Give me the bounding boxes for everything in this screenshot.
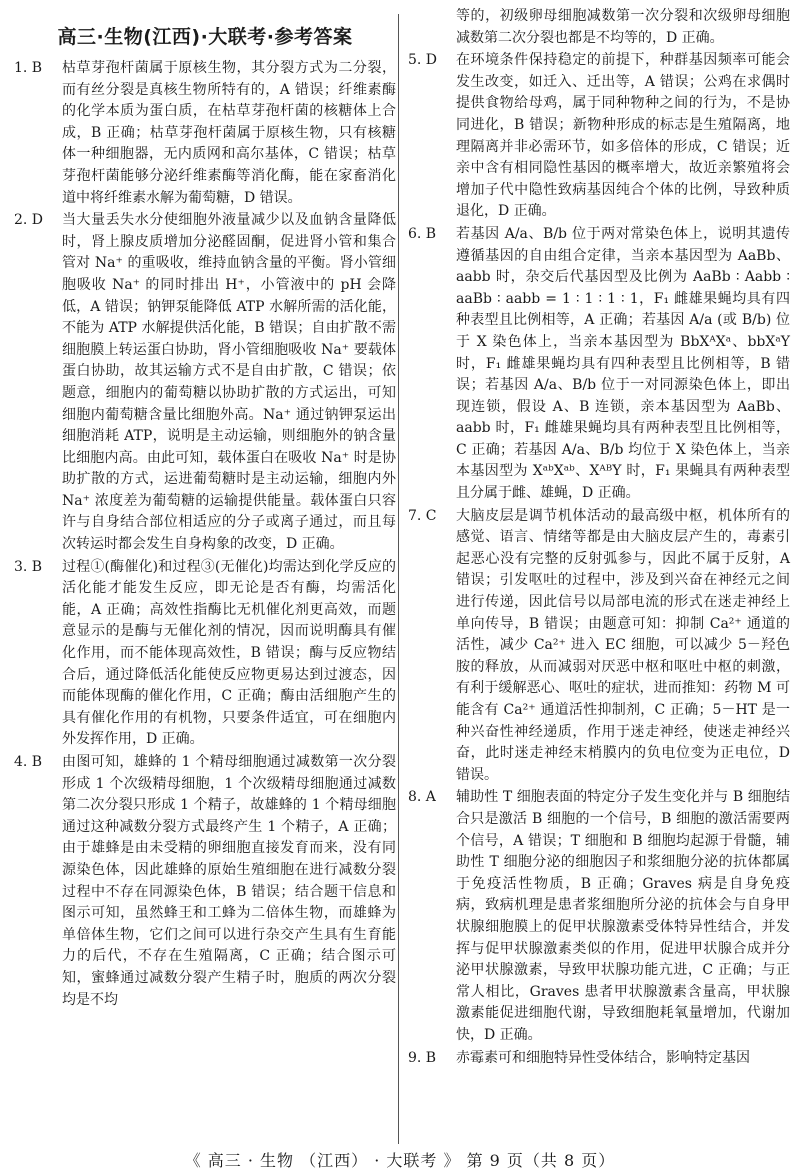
- answer-text: 当大量丢失水分使细胞外液量减少以及血钠含量降低时，肾上腺皮质增加分泌醛固酮，促进肾小管和集合管对 Na⁺ 的重吸收，维持血钠含量的平衡。肾小管细胞吸收 Na⁺ 的同时排出 H⁺，小管液中的 pH 会降低，A 错误；钠钾泵能降低 ATP 水解所需的活化能，不能为 ATP 水解提供活化能，B 错误；自由扩散不需细胞膜上转运蛋白协助，肾小管细胞吸收 Na⁺ 要载体蛋白协助，故其运输方式不是自由扩散，C 错误；依题意，细胞内的葡萄糖以协助扩散的方式运出，可知细胞内葡萄糖含量比细胞外高。Na⁺ 通过钠钾泵运出细胞消耗 ATP，说明是主动运输，则细胞外的钠含量比细胞内高。由此可知，载体蛋白在吸收 Na⁺ 时是协助扩散的方式，运进葡萄糖时是主动运输，细胞内外 Na⁺ 浓度差为葡萄糖的运输提供能量。载体蛋白只容许与自身结合部位相适应的分子或离子通过，而且每次转运时都会发生自身构象的改变，D 正确。: [62, 212, 396, 553]
- answer-number: 2. D: [14, 212, 44, 229]
- answer-item: [14, 752, 396, 1011]
- answer-text: 赤霉素可和细胞特异性受体结合，影响特定基因: [456, 1049, 750, 1066]
- answer-item: [14, 557, 396, 751]
- answer-number: 1. B: [14, 60, 43, 76]
- page-title: 高三·生物(江西)·大联考·参考答案: [57, 26, 353, 48]
- answer-item: [408, 6, 790, 49]
- right-column: [408, 6, 790, 1070]
- answer-number: 7. C: [408, 507, 437, 524]
- answer-text: 过程①(酶催化)和过程③(无催化)均需达到化学反应的活化能才能发生反应，即无论是否有酶，均需活化能，A 正确；高效性指酶比无机催化剂更高效，而题意显示的是酶与无催化剂的情况，因而说明酶具有催化作用，而不能体现高效性，B 错误；酶与反应物结合后，通过降低活化能使反应物更易达到过渡态，因而能体现酶的催化作用，C 正确；酶由活细胞产生的具有催化作用的有机物，只要条件适宜，可在细胞内外发挥作用，D 正确。: [62, 558, 396, 748]
- right-answer-list: [408, 6, 790, 1069]
- answer-text: 辅助性 T 细胞表面的特定分子发生变化并与 B 细胞结合只是激活 B 细胞的一个信号，B 细胞的激活需要两个信号，A 错误；T 细胞和 B 细胞均起源于骨髓，辅助性 T 细胞分泌的细胞因子和浆细胞分泌的抗体都属于免疫活性物质，B 正确；Graves 病是自身免疫病，致病机理是患者浆细胞所分泌的抗体会与自身甲状腺细胞膜上的促甲状腺激素受体特异性结合，并发挥与促甲状腺激素类似的作用，促进甲状腺合成并分泌甲状腺激素，导致甲状腺功能亢进，C 正确；与正常人相比，Graves 患者甲状腺激素含量高，甲状腺激素能促进细胞代谢，导致细胞耗氧量增加，代谢加快，D 正确。: [456, 789, 790, 1043]
- answer-text: 等的，初级卵母细胞减数第一次分裂和次级卵母细胞减数第二次分裂也都是不均等的，D 正确。: [456, 8, 790, 46]
- answer-item: [14, 58, 396, 209]
- answer-text: 若基因 A/a、B/b 位于两对常染色体上，说明其遗传遵循基因的自由组合定律，当亲本基因型为 AaBb、aabb 时，杂交后代基因型及比例为 AaBb ∶ Aabb ∶ aaBb ∶ aabb = 1 ∶ 1 ∶ 1 ∶ 1，F₁ 雌雄果蝇均具有四种表型且比例相等，A 正确；若基因 A/a (或 B/b) 位于 X 染色体上，当亲本基因型为 BbXᴬXᵃ、bbXᵃY 时，F₁ 雌雄果蝇均具有四种表型且比例相等，B 错误；若基因 A/a、B/b 位于一对同源染色体上，即出现连锁，假设 A、B 连锁，亲本基因型为 AaBb、aabb 时，F₁ 雌雄果蝇均具有两种表型且比例相等，C 正确；若基因 A/a、B/b 均位于 X 染色体上，当亲本基因型为 XᵃᵇXᵃᵇ、XᴬᴮY 时，F₁ 果蝇具有两种表型且分属于雌、雄蝇，D 正确。: [456, 225, 790, 502]
- answer-text: 由图可知，雄蜂的 1 个精母细胞通过减数第一次分裂形成 1 个次级精母细胞，1 个次级精母细胞通过减数第二次分裂只形成 1 个精子，故雄蜂的 1 个精母细胞通过这种减数分裂方式最终产生 1 个精子，A 正确；由于雄蜂是由未受精的卵细胞直接发育而来，没有同源染色体，因此雄蜂的原始生殖细胞在进行减数分裂过程中不存在同源染色体，B 错误；结合题干信息和图示可知，虽然蜂王和工蜂为二倍体生物，而雄蜂为单倍体生物，它们之间可以进行杂交产生具有生育能力的后代，不存在生殖隔离，C 正确；结合图示可知，蜜蜂通过减数分裂产生精子时，胞质的两次分裂均是不均: [62, 754, 396, 1008]
- answer-item: [408, 787, 790, 1046]
- answer-text: 在环境条件保持稳定的前提下，种群基因频率可能会发生改变，如迁入、迁出等，A 错误；公鸡在求偶时提供食物给母鸡，属于同种物种之间的行为，不是协同进化，B 错误；新物种形成的标志是生殖隔离，地理隔离并非必需环节，如多倍体的形成，C 错误；近亲中含有相同隐性基因的概率增大，故近亲繁殖将会增加子代中隐性致病基因纯合个体的比例，导致种质退化，D 正确。: [456, 52, 790, 220]
- answer-number: 6. B: [408, 225, 437, 242]
- answer-text: 枯草芽孢杆菌属于原核生物，其分裂方式为二分裂，而有丝分裂是真核生物所特有的，A 错误；纤维素酶的化学本质为蛋白质，在枯草芽孢杆菌的核糖体上合成，B 正确；枯草芽孢杆菌属于原核生物，只有核糖体一种细胞器，无内质网和高尔基体，C 错误；枯草芽孢杆菌能够分泌纤维素酶等消化酶，能在家畜消化道中将纤维素水解为葡萄糖，D 错误。: [62, 60, 396, 206]
- left-answer-list: [14, 58, 396, 1011]
- answer-item: [14, 210, 396, 556]
- answer-item: [408, 50, 790, 223]
- answer-text: 大脑皮层是调节机体活动的最高级中枢，机体所有的感觉、语言、情绪等都是由大脑皮层产生的，毒素引起恶心没有完整的反射弧参与，因此不属于反射，A 错误；引发呕吐的过程中，涉及到兴奋在神经元之间进行传递，因此信号以局部电流的形式在迷走神经上单向传导，B 错误；由题意可知：抑制 Ca²⁺ 通道的活性，减少 Ca²⁺ 进入 EC 细胞，可以减少 5－羟色胺的释放，从而减弱对厌恶中枢和呕吐中枢的刺激，有利于缓解恶心、呕吐的症状，进而推知：药物 M 可能含有 Ca²⁺ 通道活性抑制剂，C 正确；5－HT 是一种兴奋性神经递质，作用于迷走神经，使迷走神经兴奋，此时迷走神经末梢膜内的负电位变为正电位，D 错误。: [456, 507, 790, 783]
- answer-number: 8. A: [408, 789, 436, 806]
- column-divider: [398, 14, 399, 1144]
- answer-number: 5. D: [408, 52, 438, 69]
- answer-number: 9. B: [408, 1049, 437, 1066]
- page-footer: 《 高三 · 生物 （江西） · 大联考 》 第 9 页（共 8 页）: [184, 1151, 616, 1170]
- answer-number: 4. B: [14, 754, 43, 770]
- answer-item: [408, 224, 790, 505]
- left-column: [14, 22, 396, 1012]
- answer-item: [408, 1048, 790, 1070]
- answer-number: 3. B: [14, 558, 43, 575]
- answer-item: [408, 506, 790, 787]
